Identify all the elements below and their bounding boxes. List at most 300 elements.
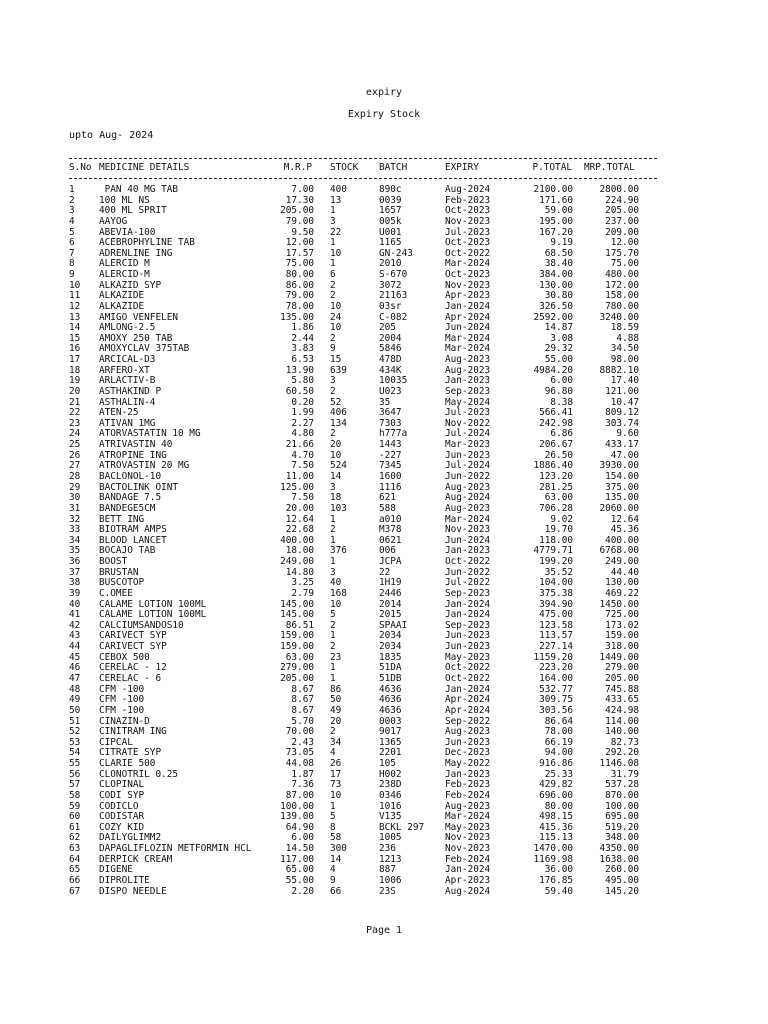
cell-mrptotal: 8882.10 — [599, 364, 639, 376]
cell-mrp: 20.00 — [285, 502, 314, 514]
cell-mrptotal: 3930.00 — [599, 460, 639, 472]
cell-mrptotal: 75.00 — [610, 258, 639, 270]
cell-batch: 105 — [379, 758, 396, 770]
cell-ptotal: 36.00 — [544, 864, 573, 876]
cell-batch: 35 — [379, 396, 391, 408]
cell-medicine: CITRATE SYP — [99, 747, 162, 759]
cell-mrp: 4.70 — [291, 449, 314, 461]
cell-mrp: 86.00 — [285, 279, 314, 291]
cell-batch: SPAAI — [379, 619, 408, 631]
cell-expiry: Jun-2022 — [445, 471, 491, 482]
cell-medicine: CODI SYP — [99, 789, 145, 801]
cell-stock: 1 — [330, 800, 336, 812]
cell-expiry: Jan-2024 — [445, 683, 491, 695]
cell-stock: 40 — [330, 577, 342, 589]
cell-sno: 44 — [69, 641, 81, 653]
cell-mrp: 86.51 — [285, 619, 314, 631]
cell-mrptotal: 121.00 — [605, 385, 639, 397]
cell-medicine: ABEVIA-100 — [99, 226, 156, 238]
cell-medicine: ATRIVASTIN 40 — [99, 439, 173, 451]
cell-stock: 400 — [330, 184, 347, 195]
cell-mrp: 70.00 — [285, 726, 314, 738]
cell-mrptotal: 279.00 — [605, 662, 639, 674]
cell-stock: 103 — [330, 502, 347, 514]
cell-mrptotal: 400.00 — [605, 534, 639, 546]
cell-batch: 03sr — [379, 300, 402, 312]
cell-expiry: Oct-2023 — [445, 205, 491, 217]
cell-mrp: 3.25 — [291, 577, 314, 589]
cell-batch: h777a — [379, 428, 408, 440]
cell-batch: 0039 — [379, 194, 402, 206]
cell-mrp: 159.00 — [280, 630, 314, 642]
cell-stock: 17 — [330, 768, 342, 780]
table-row — [0, 302, 768, 313]
cell-stock: 5 — [330, 609, 336, 621]
cell-expiry: Nov-2023 — [445, 279, 491, 291]
cell-sno: 45 — [69, 651, 81, 663]
cell-medicine: BRUSTAN — [99, 566, 139, 578]
cell-ptotal: 35.52 — [544, 566, 573, 578]
cell-mrp: 2.79 — [291, 587, 314, 599]
cell-sno: 41 — [69, 609, 81, 621]
cell-ptotal: 696.00 — [539, 789, 573, 801]
cell-medicine: CIPCAL — [99, 736, 133, 748]
cell-mrp: 6.53 — [291, 354, 314, 366]
cell-sno: 31 — [69, 502, 81, 514]
cell-expiry: Nov-2023 — [445, 843, 491, 855]
cell-mrptotal: 10.47 — [610, 396, 639, 408]
cell-mrp: 7.00 — [291, 184, 314, 195]
cell-expiry: Jul-2024 — [445, 428, 491, 440]
cell-ptotal: 6.00 — [550, 375, 573, 387]
cell-expiry: Aug-2023 — [445, 800, 491, 812]
cell-stock: 6 — [330, 269, 336, 281]
cell-mrptotal: 249.00 — [605, 556, 639, 568]
cell-sno: 8 — [69, 258, 75, 270]
cell-mrp: 279.00 — [280, 662, 314, 674]
cell-medicine: DIPROLITE — [99, 874, 150, 886]
cell-mrptotal: 173.02 — [605, 619, 639, 631]
cell-sno: 11 — [69, 290, 81, 302]
column-header-row — [0, 163, 768, 174]
cell-medicine: ACEBROPHYLINE TAB — [99, 237, 195, 249]
cell-sno: 6 — [69, 237, 75, 249]
cell-expiry: Feb-2024 — [445, 853, 491, 865]
cell-ptotal: 171.60 — [539, 194, 573, 206]
cell-expiry: Jan-2024 — [445, 609, 491, 621]
cell-mrp: 17.30 — [285, 194, 314, 206]
cell-sno: 39 — [69, 587, 81, 599]
cell-ptotal: 176.85 — [539, 874, 573, 886]
cell-expiry: Jan-2023 — [445, 768, 491, 780]
cell-sno: 12 — [69, 300, 81, 312]
cell-batch: 22 — [379, 566, 391, 578]
cell-mrptotal: 1638.00 — [599, 853, 639, 865]
cell-batch: BCKL 297 — [379, 821, 425, 833]
cell-mrptotal: 2800.00 — [599, 184, 639, 195]
cell-sno: 1 — [69, 184, 75, 195]
cell-ptotal: 29.32 — [544, 343, 573, 355]
cell-mrp: 205.00 — [280, 672, 314, 684]
cell-mrptotal: 424.98 — [605, 704, 639, 716]
cell-stock: 2 — [330, 279, 336, 291]
cell-ptotal: 30.80 — [544, 290, 573, 302]
cell-ptotal: 9.19 — [550, 237, 573, 249]
cell-stock: 1 — [330, 534, 336, 546]
cell-expiry: Sep-2023 — [445, 587, 491, 599]
cell-batch: 51DB — [379, 672, 402, 684]
cell-expiry: Jan-2023 — [445, 375, 491, 387]
cell-mrp: 1.87 — [291, 768, 314, 780]
cell-stock: 4 — [330, 864, 336, 876]
cell-mrptotal: 469.22 — [605, 587, 639, 599]
cell-medicine: BANDAGE 7.5 — [99, 492, 162, 504]
cell-stock: 1 — [330, 630, 336, 642]
cell-expiry: Oct-2022 — [445, 556, 491, 568]
cell-stock: 66 — [330, 885, 342, 897]
cell-mrp: 135.00 — [280, 311, 314, 323]
cell-ptotal: 498.15 — [539, 811, 573, 823]
cell-sno: 43 — [69, 630, 81, 642]
cell-batch: 5846 — [379, 343, 402, 355]
cell-batch: V135 — [379, 811, 402, 823]
cell-mrptotal: 154.00 — [605, 471, 639, 482]
cell-ptotal: 59.00 — [544, 205, 573, 217]
cell-sno: 3 — [69, 205, 75, 217]
cell-stock: 52 — [330, 396, 342, 408]
cell-sno: 51 — [69, 715, 81, 727]
cell-stock: 134 — [330, 417, 347, 429]
cell-mrptotal: 725.00 — [605, 609, 639, 621]
cell-stock: 13 — [330, 194, 342, 206]
cell-expiry: Nov-2023 — [445, 215, 491, 227]
cell-stock: 49 — [330, 704, 342, 716]
cell-stock: 406 — [330, 407, 347, 419]
cell-stock: 2 — [330, 385, 336, 397]
cell-batch: 1016 — [379, 800, 402, 812]
cell-ptotal: 375.38 — [539, 587, 573, 599]
cell-mrp: 2.43 — [291, 736, 314, 748]
cell-sno: 21 — [69, 396, 81, 408]
cell-mrp: 75.00 — [285, 258, 314, 270]
cell-ptotal: 566.41 — [539, 407, 573, 419]
cell-sno: 53 — [69, 736, 81, 748]
cell-ptotal: 115.13 — [539, 832, 573, 844]
cell-ptotal: 1886.40 — [533, 460, 573, 472]
table-row — [0, 472, 768, 483]
page-number: Page 1 — [365, 925, 403, 936]
cell-batch: U001 — [379, 226, 402, 238]
cell-stock: 5 — [330, 811, 336, 823]
col-header-ptotal: P.TOTAL — [532, 162, 572, 173]
cell-expiry: Apr-2024 — [445, 311, 491, 323]
cell-medicine: DERPICK CREAM — [99, 853, 173, 865]
cell-medicine: BETT ING — [99, 513, 145, 525]
cell-medicine: CARIVECT SYP — [99, 641, 167, 653]
cell-expiry: Dec-2023 — [445, 747, 491, 759]
cell-mrp: 8.67 — [291, 694, 314, 706]
cell-medicine: ALERCID-M — [99, 269, 150, 281]
cell-mrp: 60.50 — [285, 385, 314, 397]
cell-sno: 52 — [69, 726, 81, 738]
cell-sno: 35 — [69, 545, 81, 557]
cell-batch: 2201 — [379, 747, 402, 759]
cell-medicine: CINAZIN-D — [99, 715, 150, 727]
cell-sno: 17 — [69, 354, 81, 366]
cell-mrptotal: 537.28 — [605, 779, 639, 791]
cell-mrp: 0.20 — [291, 396, 314, 408]
cell-ptotal: 123.20 — [539, 471, 573, 482]
cell-medicine: ARFERO-XT — [99, 364, 150, 376]
cell-batch: 005k — [379, 215, 402, 227]
cell-sno: 46 — [69, 662, 81, 674]
cell-stock: 50 — [330, 694, 342, 706]
cell-medicine: CLARIE 500 — [99, 758, 156, 770]
cell-ptotal: 1159.20 — [533, 651, 573, 663]
cell-sno: 65 — [69, 864, 81, 876]
cell-ptotal: 19.70 — [544, 524, 573, 536]
cell-expiry: Nov-2022 — [445, 417, 491, 429]
cell-ptotal: 55.00 — [544, 354, 573, 366]
cell-batch: 4636 — [379, 704, 402, 716]
cell-mrptotal: 224.90 — [605, 194, 639, 206]
cell-stock: 10 — [330, 449, 342, 461]
cell-sno: 61 — [69, 821, 81, 833]
cell-stock: 9 — [330, 874, 336, 886]
cell-expiry: Jul-2024 — [445, 460, 491, 472]
cell-mrptotal: 695.00 — [605, 811, 639, 823]
cell-ptotal: 164.00 — [539, 672, 573, 684]
cell-ptotal: 63.00 — [544, 492, 573, 504]
cell-ptotal: 1169.98 — [533, 853, 573, 865]
cell-batch: 10035 — [379, 375, 408, 387]
cell-batch: 9017 — [379, 726, 402, 738]
cell-sno: 58 — [69, 789, 81, 801]
cell-sno: 42 — [69, 619, 81, 631]
col-header-expiry: EXPIRY — [445, 162, 479, 173]
cell-sno: 10 — [69, 279, 81, 291]
cell-sno: 5 — [69, 226, 75, 238]
cell-batch: S-670 — [379, 269, 408, 281]
cell-mrp: 65.00 — [285, 864, 314, 876]
cell-sno: 48 — [69, 683, 81, 695]
report-title: expiry — [365, 87, 403, 98]
cell-expiry: Jan-2024 — [445, 598, 491, 610]
cell-mrp: 14.50 — [285, 843, 314, 855]
table-row — [0, 791, 768, 802]
cell-stock: 2 — [330, 619, 336, 631]
cell-sno: 66 — [69, 874, 81, 886]
cell-ptotal: 309.75 — [539, 694, 573, 706]
table-row — [0, 217, 768, 228]
col-header-batch: BATCH — [379, 162, 408, 173]
cell-medicine: BACTOLINK OINT — [99, 481, 179, 493]
cell-mrp: 7.50 — [291, 492, 314, 504]
cell-expiry: Jun-2023 — [445, 736, 491, 748]
cell-ptotal: 118.00 — [539, 534, 573, 546]
cell-expiry: May-2023 — [445, 651, 491, 663]
cell-medicine: BLOOD LANCET — [99, 534, 167, 546]
cell-sno: 34 — [69, 534, 81, 546]
cell-sno: 9 — [69, 269, 75, 281]
cell-sno: 54 — [69, 747, 81, 759]
cell-sno: 25 — [69, 439, 81, 451]
cell-mrptotal: 519.20 — [605, 821, 639, 833]
cell-batch: 2010 — [379, 258, 402, 270]
cell-stock: 8 — [330, 821, 336, 833]
cell-expiry: Mar-2024 — [445, 258, 491, 270]
cell-mrptotal: 34.50 — [610, 343, 639, 355]
cell-expiry: Oct-2022 — [445, 247, 491, 259]
cell-batch: M378 — [379, 524, 402, 536]
cell-stock: 2 — [330, 726, 336, 738]
cell-sno: 32 — [69, 513, 81, 525]
cell-mrptotal: 1146.08 — [599, 758, 639, 770]
cell-expiry: Jun-2024 — [445, 534, 491, 546]
cell-expiry: Aug-2023 — [445, 481, 491, 493]
cell-batch: GN-243 — [379, 247, 413, 259]
cell-mrp: 400.00 — [280, 534, 314, 546]
cell-expiry: Oct-2023 — [445, 237, 491, 249]
cell-mrptotal: 209.00 — [605, 226, 639, 238]
cell-expiry: Jun-2022 — [445, 566, 491, 578]
cell-mrptotal: 17.40 — [610, 375, 639, 387]
cell-batch: 3647 — [379, 407, 402, 419]
table-row — [0, 674, 768, 685]
cell-medicine: ASTHALIN-4 — [99, 396, 156, 408]
cell-sno: 57 — [69, 779, 81, 791]
cell-mrptotal: 745.88 — [605, 683, 639, 695]
col-header-mrp: M.R.P — [283, 162, 312, 173]
cell-stock: 1 — [330, 258, 336, 270]
cell-expiry: Apr-2024 — [445, 694, 491, 706]
cell-expiry: Oct-2023 — [445, 269, 491, 281]
cell-medicine: ATORVASTATIN 10 MG — [99, 428, 201, 440]
cell-ptotal: 227.14 — [539, 641, 573, 653]
cell-sno: 50 — [69, 704, 81, 716]
cell-ptotal: 2592.00 — [533, 311, 573, 323]
cell-medicine: ARLACTIV-B — [99, 375, 156, 387]
cell-ptotal: 8.38 — [550, 396, 573, 408]
cell-batch: 7345 — [379, 460, 402, 472]
table-row — [0, 185, 768, 196]
cell-medicine: ATIVAN 1MG — [99, 417, 156, 429]
cell-mrp: 55.00 — [285, 874, 314, 886]
col-header-stock: STOCK — [330, 162, 359, 173]
cell-mrptotal: 4.88 — [616, 332, 639, 344]
cell-batch: C-082 — [379, 311, 408, 323]
cell-sno: 30 — [69, 492, 81, 504]
cell-batch: 0003 — [379, 715, 402, 727]
cell-batch: 434K — [379, 364, 402, 376]
cell-mrptotal: 495.00 — [605, 874, 639, 886]
cell-expiry: Aug-2023 — [445, 502, 491, 514]
cell-ptotal: 6.86 — [550, 428, 573, 440]
cell-stock: 14 — [330, 853, 342, 865]
cell-ptotal: 59.40 — [544, 885, 573, 897]
cell-mrp: 22.68 — [285, 524, 314, 536]
cell-medicine: CINITRAM ING — [99, 726, 167, 738]
cell-ptotal: 9.02 — [550, 513, 573, 525]
header-rule-bottom — [69, 178, 657, 179]
cell-sno: 28 — [69, 471, 81, 482]
cell-mrp: 2.44 — [291, 332, 314, 344]
cell-mrptotal: 480.00 — [605, 269, 639, 281]
table-row — [0, 504, 768, 515]
cell-stock: 1 — [330, 672, 336, 684]
cell-mrptotal: 1449.00 — [599, 651, 639, 663]
cell-medicine: CLONOTRIL 0.25 — [99, 768, 179, 780]
cell-medicine: CLOPINAL — [99, 779, 145, 791]
cell-sno: 33 — [69, 524, 81, 536]
cell-stock: 1 — [330, 556, 336, 568]
cell-mrp: 7.50 — [291, 460, 314, 472]
table-row — [0, 589, 768, 600]
cell-medicine: CALCIUMSANDOS10 — [99, 619, 184, 631]
cell-mrptotal: 175.70 — [605, 247, 639, 259]
cell-mrp: 21.66 — [285, 439, 314, 451]
cell-sno: 64 — [69, 853, 81, 865]
table-row — [0, 887, 768, 898]
cell-batch: 1H19 — [379, 577, 402, 589]
cell-mrp: 87.00 — [285, 789, 314, 801]
cell-medicine: AAYOG — [99, 215, 128, 227]
cell-sno: 47 — [69, 672, 81, 684]
cell-mrp: 8.67 — [291, 704, 314, 716]
cell-batch: 588 — [379, 502, 396, 514]
cell-expiry: Feb-2024 — [445, 789, 491, 801]
cell-expiry: Jan-2024 — [445, 864, 491, 876]
cell-expiry: Jun-2023 — [445, 449, 491, 461]
cell-expiry: Jan-2023 — [445, 545, 491, 557]
col-header-details: MEDICINE DETAILS — [99, 162, 190, 173]
cell-mrptotal: 140.00 — [605, 726, 639, 738]
cell-stock: 58 — [330, 832, 342, 844]
cell-batch: 887 — [379, 864, 396, 876]
cell-medicine: CERELAC - 6 — [99, 672, 162, 684]
cell-stock: 300 — [330, 843, 347, 855]
cell-medicine: AMIGO VENFELEN — [99, 311, 179, 323]
cell-ptotal: 1470.00 — [533, 843, 573, 855]
cell-stock: 23 — [330, 651, 342, 663]
cell-stock: 20 — [330, 715, 342, 727]
cell-expiry: Jul-2023 — [445, 226, 491, 238]
cell-expiry: Aug-2024 — [445, 885, 491, 897]
table-row — [0, 387, 768, 398]
cell-medicine: 400 ML SPRIT — [99, 205, 167, 217]
cell-sno: 26 — [69, 449, 81, 461]
cell-sno: 24 — [69, 428, 81, 440]
cell-mrptotal: 172.00 — [605, 279, 639, 291]
cell-mrp: 5.70 — [291, 715, 314, 727]
cell-medicine: ALKAZID SYP — [99, 279, 162, 291]
cell-expiry: May-2022 — [445, 758, 491, 770]
cell-sno: 40 — [69, 598, 81, 610]
cell-expiry: Sep-2023 — [445, 385, 491, 397]
cell-ptotal: 475.00 — [539, 609, 573, 621]
cell-mrp: 1.99 — [291, 407, 314, 419]
cell-stock: 10 — [330, 789, 342, 801]
cell-medicine: COZY KID — [99, 821, 145, 833]
cell-batch: 1005 — [379, 832, 402, 844]
cell-batch: 1443 — [379, 439, 402, 451]
cell-mrptotal: 870.00 — [605, 789, 639, 801]
cell-sno: 27 — [69, 460, 81, 472]
cell-batch: 1006 — [379, 874, 402, 886]
cell-sno: 29 — [69, 481, 81, 493]
cell-mrp: 117.00 — [280, 853, 314, 865]
cell-batch: 2004 — [379, 332, 402, 344]
